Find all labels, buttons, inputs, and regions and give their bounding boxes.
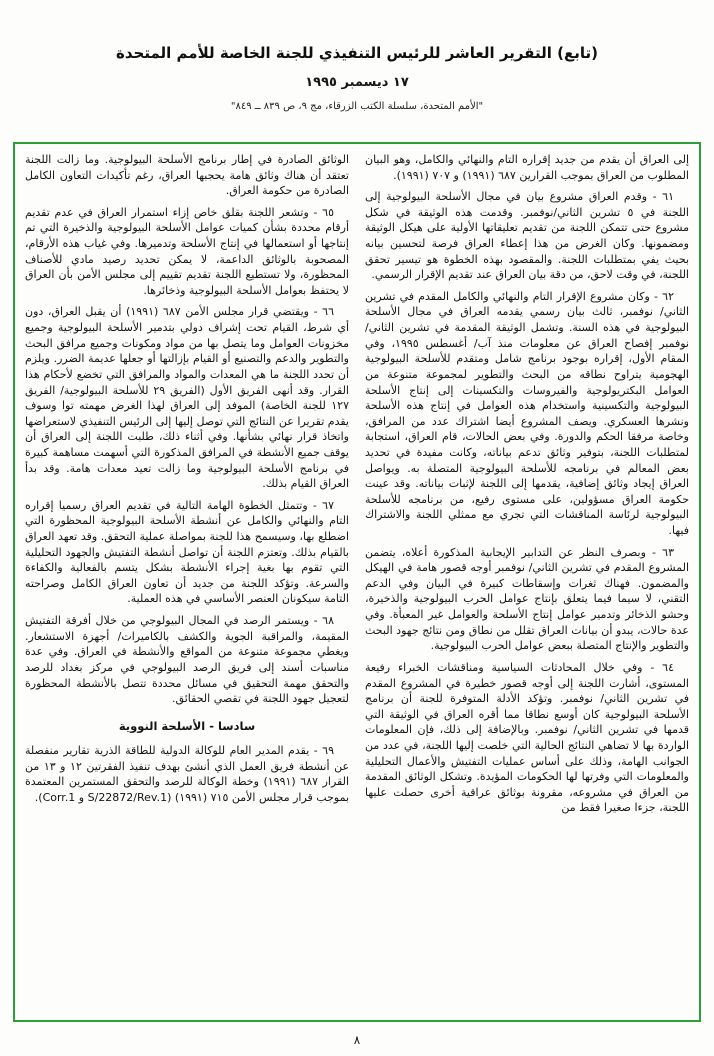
- paragraph-68: ٦٨ - ويستمر الرصد في المجال البيولوجي من خلال أفرقة التفتيش المقيمة، والمراقبة الجوية والكشف بالكاميرات/ أجهزة الاستشعار. ويغطي مجموعة متنوعة من المواقع والأنشطة في العراق. وفي عدة مناسبات أسند إلى فريق الرصد البيولوجي في مركز بغداد للرصد والتحقق مهمة التحقيق في مسائل محددة تتصل بالأنشطة المحظورة لتعجيل جهود اللجنة في تقصي الحقائق.: [25, 614, 349, 706]
- report-title: (تابع) التقرير العاشر للرئيس التنفيذي للجنة الخاصة للأمم المتحدة: [116, 44, 598, 62]
- page-number: ٨: [353, 1033, 361, 1047]
- source-citation: "الأمم المتحدة، سلسلة الكتب الزرقاء، مج ٩، ص ٨٣٩ ــ ٨٤٩": [230, 101, 484, 112]
- paragraph-continuation: إلى العراق أن يقدم من جديد إقراره التام والنهائي والكامل، وهو البيان المطلوب من العراق بموجب القرارين ٦٨٧ (١٩٩١) و ٧٠٧ (١٩٩١).: [365, 153, 689, 182]
- report-date: ١٧ ديسمبر ١٩٩٥: [305, 75, 409, 90]
- page-header: [0, 44, 714, 112]
- section-heading-nuclear-weapons: سادسا - الأسلحة النووية: [118, 718, 256, 733]
- paragraph-69: ٦٩ - يقدم المدير العام للوكالة الدولية للطاقة الذرية تقارير منفصلة عن أنشطة فريق العمل الذي أنشئ بهدف تنفيذ الفقرتين ١٢ و ١٣ من القرار ٦٨٧ (١٩٩١) وخطة الوكالة للرصد والتحقق المستمرين المعتمدة بموجب قرار مجلس الأمن ٧١٥ (١٩٩١) (S/22872/Rev.1 و Corr.1).: [25, 744, 350, 804]
- left-column: [25, 152, 349, 1014]
- paragraph-64-continuation: الوثائق الصادرة في إطار برنامج الأسلحة البيولوجية. وما زالت اللجنة تعتقد أن هناك وثائق هامة يحجبها العراق، رغم تأكيدات التعاون الكامل الصادرة من حكومة العراق.: [25, 153, 349, 198]
- paragraph-62: ٦٢ - وكان مشروع الإقرار التام والنهائي والكامل المقدم في تشرين الثاني/ نوفمبر، ثالث بيان رسمي يقدمه العراق في مجال الأسلحة البيولوجية في هذه السنة. وتشمل الوثيقة المقدمة في تشرين الثاني/ نوفمبر إفصاح العراق عن معلومات منذ آب/ أغسطس ١٩٩٥، وفي المقام الأول، إقراره بوجود برنامج شامل ومتقدم للأسلحة البيولوجية الهجومية يتراوح نطاقه من البحث والتطوير لمجموعة متنوعة من العوامل البكتريولوجية والفيروسات والتكسينات إلى إنتاج الأسلحة البيولوجية والتكسينية واستخدام هذه العوامل في إنتاج هذه الأسلحة ونشرها العسكري. ويصف المشروع أيضا اشتراك عدد من المرافق، وخاصة مرفقا الحكم والدورة. وفي بعض الحالات، قام العراق، استجابة لمتطلبات اللجنة، بتوفير وثائق تدعم بياناته، وكانت مفيدة في تحديد بعض المعالم في برنامجه للأسلحة البيولوجية المتصلة به. ويواصل العراق إيجاد وثائق إضافية، يقدمها إلى اللجنة لإثبات بياناته. وقد عينت حكومة العراق مسؤولين، على مستوى رفيع، من برنامجه للأسلحة البيولوجية لرئاسة المناقشات التي تجري مع ممثلي اللجنة والاشتراك فيها.: [365, 289, 689, 538]
- paragraph-63: ٦٣ - وبصرف النظر عن التدابير الإيجابية المذكورة أعلاه، يتضمن المشروع المقدم في تشرين الثاني/ نوفمبر أوجه قصور هامة في الهيكل والمضمون. فهناك ثغرات وإسقاطات كبيرة في البيان وفي الدعم التقني، لا سيما فيما يتعلق بإنتاج عوامل الحرب البيولوجية والذخيرة، وحشو الذخائر وتدمير عوامل إنتاج الأسلحة والعوامل غير المعبأة. وفي عدة حالات، يبدو أن بيانات العراق تقلل من نطاق ومن نتائج جهود البحث والتطوير والإنتاج المتصلة ببعض عوامل الحرب البيولوجية.: [365, 545, 689, 653]
- paragraph-67: ٦٧ - وتتمثل الخطوة الهامة التالية في تقديم العراق رسميا إقراره التام والنهائي والكامل عن أنشطة الأسلحة البيولوجية المحظورة التي اضطلع بها، وسيسمح هذا للجنة بمواصلة عملية التحقق. وقد تعهد العراق بالقيام بذلك. وتعتزم اللجنة أن تواصل أنشطة التفتيش والجهود التحليلية التي تقوم بها بغية إجراء الأنشطة بشكل يتسم بالفعالية والكفاءة والسرعة. وتؤكد اللجنة من جديد أن تعاون العراق الكامل وصراحته التامة سيكونان العنصر الأساسي في هذه العملية.: [25, 498, 349, 606]
- paragraph-65: ٦٥ - وتشعر اللجنة بقلق خاص إزاء استمرار العراق في عدم تقديم أرقام محددة بشأن كميات عوامل الأسلحة البيولوجية والذخيرة التي تم إنتاجها أو استعمالها في إنتاج الأسلحة وتدميرها. وفي غياب هذه الأرقام، المصحوبة بالوثائق الداعمة، لا يمكن تحديد رصيد مادي للأصناف المحظورة، ولا تستطيع اللجنة تقديم تقييم إلى مجلس الأمن بأن العراق لا يحتفظ بعوامل الأسلحة البيولوجية وذخائرها.: [25, 205, 349, 297]
- bordered-text-area: [13, 142, 701, 1022]
- right-column: [365, 152, 689, 1014]
- paragraph-66: ٦٦ - ويقتضي قرار مجلس الأمن ٦٨٧ (١٩٩١) أن يقبل العراق، دون أي شرط، القيام تحت إشراف دولي بتدمير الأسلحة البيولوجية وجميع مخزونات العوامل وما يتصل بها من مواد ومكونات وجميع مرافق البحث والتطوير والدعم والتصنيع أو القيام بإزالتها أو جعلها عديمة الضرر. ويلزم أن تحدد اللجنة ما هي المعدات والمواد والمرافق التي تخضع لأحكام هذا القرار. وقد أنهى الفريق الأول (الفريق ٢٩ للأسلحة البيولوجية/ الفريق ١٢٧ للجنة الخاصة) الموفد إلى العراق لهذا الغرض مهمته توا وسوف يقدم تقريرا عن النتائج التي توصل إليها إلى الرئيس التنفيذي لاستعراضها واتخاذ قرار نهائي بشأنها. وفي أثناء ذلك، طلبت اللجنة إلى العراق أن يوقف جميع الأنشطة في المرافق المذكورة التي أسهمت مساهمة كبيرة في برنامج الأسلحة البيولوجية وما زالت تعيد معدات هامة. وقد بدأ العراق القيام بذلك.: [25, 305, 349, 491]
- paragraph-64: ٦٤ - وفي خلال المحادثات السياسية ومناقشات الخبراء رفيعة المستوى، أشارت اللجنة إلى أوجه قصور خطيرة في المشروع المقدم في تشرين الثاني/ نوفمبر. وتؤكد الأدلة المتوفرة للجنة أن برنامج الأسلحة البيولوجية كان أوسع نطاقا مما أقره العراق في الوثيقة التي قدمها في تشرين الثاني/ نوفمبر. وبالإضافة إلى ذلك، فإن المعلومات الواردة بها لا تضاهي النتائج الحالية التي خلصت إليها اللجنة، في عدد من الجوانب الهامة، وذلك على أساس عمليات التفتيش والأعمال التحليلية والمعلومات التي وفرتها لها الحكومات المؤيدة. وتشكل الوثائق المقدمة من العراق في مشروعه، مقرونة بوثائق عراقية أخرى حصلت عليها اللجنة، جزءا صغيرا فقط من: [365, 660, 689, 815]
- paragraph-61: ٦١ - وقدم العراق مشروع بيان في مجال الأسلحة البيولوجية إلى اللجنة في ٥ تشرين الثاني/نوفمبر. وقدمت هذه الوثيقة في شكل مشروع حتى تتمكن اللجنة من تقديم تعليقاتها الأولية على هيكل الوثيقة ومضمونها. وكان الغرض من هذا إعطاء العراق فرصة لتحسين بيانه بحيث يفي بمتطلبات اللجنة. والمقصود بهذه الخطوة هو تيسير تحقق اللجنة، في وقت لاحق، من دقة بيان العراق عند تقديم الإقرار الرسمي.: [365, 190, 689, 282]
